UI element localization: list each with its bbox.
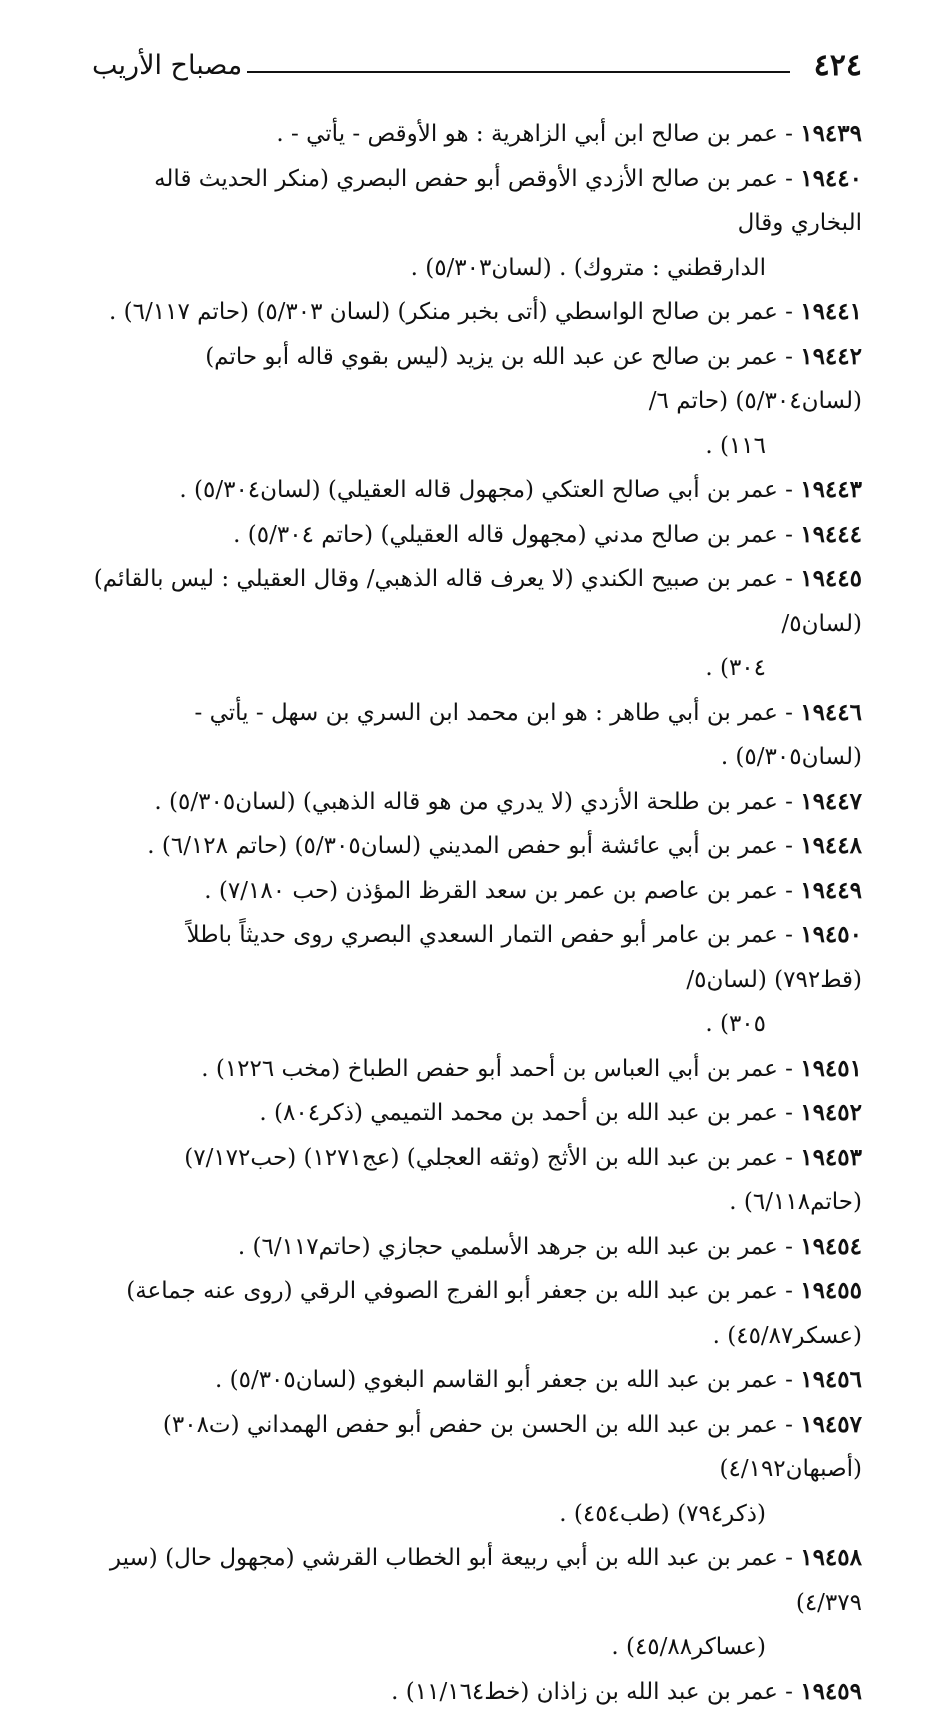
list-item <box>92 1136 862 1225</box>
list-item <box>92 157 862 291</box>
entry-text: - عمر بن عبد الله بن أبي ربيعة أبو الخطاب القرشي (مجهول حال) (سير ٤/٣٧٩) <box>110 1545 862 1616</box>
list-item <box>92 691 862 780</box>
entry-text: - عمر بن أبي صالح العتكي (مجهول قاله العقيلي) (لسان٥/٣٠٤) . <box>179 477 800 503</box>
entry-text: - عمر بن صبيح الكندي (لا يعرف قاله الذهبي/ وقال العقيلي : ليس بالقائم) (لسان٥/ <box>94 566 862 637</box>
entry-number: ١٩٤٤٣ <box>800 476 862 503</box>
entry-number: ١٩٤٤٤ <box>800 521 862 548</box>
entry-text: - عمر بن عامر أبو حفص التمار السعدي البصري روى حديثاً باطلاً (قط٧٩٢) (لسان٥/ <box>187 922 862 993</box>
entry-continuation: ٣٠٥) . <box>92 1002 862 1047</box>
entry-number: ١٩٤٥٣ <box>800 1144 862 1171</box>
entry-number: ١٩٤٤٠ <box>800 165 862 192</box>
list-item <box>92 1091 862 1136</box>
entry-number: ١٩٤٤٦ <box>800 699 862 726</box>
entry-text: - عمر بن عبد الله بن أحمد بن محمد التميمي (ذكر٨٠٤) . <box>259 1100 800 1126</box>
list-item <box>92 913 862 1047</box>
entry-text: - عمر بن أبي طاهر : هو ابن محمد ابن السري بن سهل - يأتي - (لسان٥/٣٠٥) . <box>195 700 862 771</box>
list-item <box>92 335 862 469</box>
list-item <box>92 780 862 825</box>
entry-text: - عمر بن طلحة الأزدي (لا يدري من هو قاله الذهبي) (لسان٥/٣٠٥) . <box>154 789 800 815</box>
entry-text: - عمر بن عبد الله بن جعفر أبو الفرج الصوفي الرقي (روى عنه جماعة) (عسكر٤٥/٨٧) . <box>126 1278 862 1349</box>
list-item <box>92 513 862 558</box>
entry-text: - عمر بن عبد الله بن الحسن بن حفص أبو حفص الهمداني (ت٣٠٨) (أصبهان٤/١٩٢) <box>163 1412 862 1483</box>
list-item <box>92 468 862 513</box>
list-item <box>92 1403 862 1537</box>
list-item <box>92 1047 862 1092</box>
entry-number: ١٩٤٥٦ <box>800 1366 862 1393</box>
page-header <box>92 44 862 94</box>
entry-text: - عمر بن أبي العباس بن أحمد أبو حفص الطباخ (مخب ١٢٢٦) . <box>201 1056 800 1082</box>
entry-text: - عمر بن أبي عائشة أبو حفص المديني (لسان٥/٣٠٥) (حاتم ٦/١٢٨) . <box>147 833 800 859</box>
entry-text: - عمر بن عبد الله بن زاذان (خط١١/١٦٤) . <box>391 1679 800 1705</box>
entry-number: ١٩٤٤٨ <box>800 832 862 859</box>
entry-number: ١٩٤٥١ <box>800 1055 862 1082</box>
entry-continuation: الدارقطني : متروك) . (لسان٥/٣٠٣) . <box>92 246 862 291</box>
entry-number: ١٩٤٤٧ <box>800 788 862 815</box>
list-item <box>92 824 862 869</box>
entry-text: - عمر بن عبد الله بن الأثج (وثقه العجلي) (عج١٢٧١) (حب٧/١٧٢) (حاتم٦/١١٨) . <box>184 1145 862 1216</box>
list-item <box>92 290 862 335</box>
entry-number: ١٩٤٤٢ <box>800 343 862 370</box>
list-item <box>92 1269 862 1358</box>
entry-number: ١٩٤٥٤ <box>800 1233 862 1260</box>
page-number: ٤٢٤ <box>814 48 862 83</box>
entry-continuation: ٣٠٤) . <box>92 646 862 691</box>
entry-text: - عمر بن عبد الله بن جرهد الأسلمي حجازي (حاتم٦/١١٧) . <box>238 1234 800 1260</box>
entry-number: ١٩٤٥٨ <box>800 1544 862 1571</box>
entry-continuation: (عساكر٤٥/٨٨) . <box>92 1625 862 1670</box>
entry-number: ١٩٤٤٩ <box>800 877 862 904</box>
entry-number: ١٩٤٣٩ <box>800 120 862 147</box>
entry-text: - عمر بن صالح عن عبد الله بن يزيد (ليس بقوي قاله أبو حاتم) (لسان٥/٣٠٤) (حاتم ٦/ <box>205 344 862 415</box>
entry-continuation: ١١٦) . <box>92 424 862 469</box>
entry-number: ١٩٤٥٩ <box>800 1678 862 1705</box>
entry-continuation: (ذكر٧٩٤) (طب٤٥٤) . <box>92 1492 862 1537</box>
list-item <box>92 1536 862 1670</box>
list-item <box>92 1670 862 1714</box>
list-item <box>92 1225 862 1270</box>
entries-list <box>92 112 862 1714</box>
entry-number: ١٩٤٤٥ <box>800 565 862 592</box>
entry-number: ١٩٤٥٧ <box>800 1411 862 1438</box>
book-title: مصباح الأريب <box>92 50 242 81</box>
entry-text: - عمر بن عاصم بن عمر بن سعد القرظ المؤذن (حب ٧/١٨٠) . <box>204 878 800 904</box>
entry-number: ١٩٤٤١ <box>800 298 862 325</box>
list-item <box>92 557 862 691</box>
entry-text: - عمر بن صالح الأزدي الأوقص أبو حفص البصري (منكر الحديث قاله البخاري وقال <box>154 166 862 237</box>
entry-number: ١٩٤٥٠ <box>800 921 862 948</box>
entry-number: ١٩٤٥٢ <box>800 1099 862 1126</box>
entry-number: ١٩٤٥٥ <box>800 1277 862 1304</box>
list-item <box>92 1358 862 1403</box>
list-item <box>92 112 862 157</box>
entry-text: - عمر بن صالح ابن أبي الزاهرية : هو الأوقص - يأتي - . <box>276 121 800 147</box>
header-rule <box>247 71 790 73</box>
entry-text: - عمر بن صالح الواسطي (أتى بخبر منكر) (لسان ٥/٣٠٣) (حاتم ٦/١١٧) . <box>109 299 800 325</box>
entry-text: - عمر بن صالح مدني (مجهول قاله العقيلي) (حاتم ٥/٣٠٤) . <box>233 522 800 548</box>
entry-text: - عمر بن عبد الله بن جعفر أبو القاسم البغوي (لسان٥/٣٠٥) . <box>215 1367 800 1393</box>
list-item <box>92 869 862 914</box>
